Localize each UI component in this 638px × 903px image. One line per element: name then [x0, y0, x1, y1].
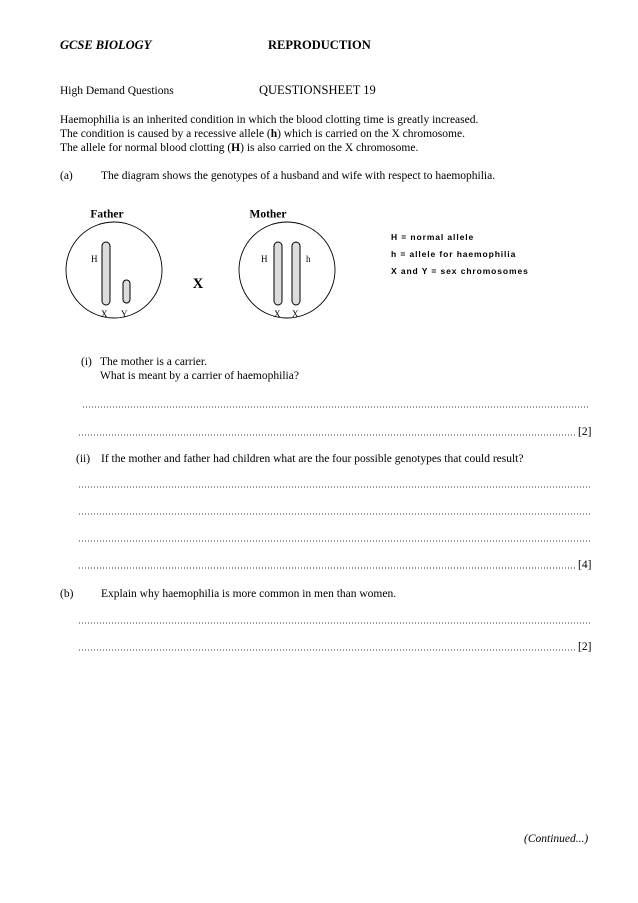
answer-line[interactable]: [78, 486, 590, 488]
father-y-chromosome: [123, 280, 130, 303]
legend-item: X and Y = sex chromosomes: [391, 266, 529, 276]
questionsheet-label: QUESTIONSHEET 19: [259, 83, 376, 97]
mother-x-label-2: X: [292, 309, 299, 319]
legend-item: h = allele for haemophilia: [391, 249, 517, 259]
question-i-line-2: What is meant by a carrier of haemophilia?: [100, 370, 299, 382]
father-x-chromosome: [102, 242, 110, 305]
question-i-line-1: The mother is a carrier.: [100, 356, 207, 368]
answer-line[interactable]: [78, 513, 590, 515]
answer-line[interactable]: [78, 540, 590, 542]
continued-note: (Continued...): [524, 833, 589, 845]
father-x-label: X: [101, 309, 108, 319]
mother-x-chromosome-1: [274, 242, 282, 305]
father-y-label: Y: [121, 309, 128, 319]
topic-title: REPRODUCTION: [268, 38, 371, 52]
question-ii-text: If the mother and father had children what are the four possible genotypes that could result?: [101, 453, 524, 465]
answer-line[interactable]: [78, 649, 575, 651]
part-a-label: (a): [60, 170, 73, 182]
answer-line[interactable]: [78, 434, 575, 436]
mother-x-chromosome-2: [292, 242, 300, 305]
answer-line[interactable]: [82, 406, 590, 408]
mother-title: Mother: [249, 208, 287, 221]
answer-line[interactable]: [78, 567, 575, 569]
marks-label: [4]: [578, 559, 592, 571]
genotype-diagram: [0, 200, 638, 330]
father-allele-label: H: [91, 254, 98, 264]
intro-line-2: The condition is caused by a recessive allele (h) which is carried on the X chromosome.: [60, 128, 465, 140]
question-ii-label: (ii): [76, 453, 91, 465]
intro-line-3: The allele for normal blood clotting (H) is also carried on the X chromosome.: [60, 142, 419, 154]
father-cell: [66, 222, 162, 318]
difficulty-label: High Demand Questions: [60, 85, 174, 97]
mother-x-label-1: X: [274, 309, 281, 319]
answer-line[interactable]: [78, 622, 590, 624]
part-b-text: Explain why haemophilia is more common in men than women.: [101, 588, 397, 600]
part-b-label: (b): [60, 588, 74, 600]
question-i-label: (i): [81, 356, 92, 368]
subject-title: GCSE BIOLOGY: [60, 38, 152, 52]
mother-allele-label-right: h: [306, 254, 311, 264]
father-title: Father: [90, 208, 124, 221]
mother-allele-label-left: H: [261, 254, 268, 264]
marks-label: [2]: [578, 641, 592, 653]
part-a-text: The diagram shows the genotypes of a husband and wife with respect to haemophilia.: [101, 170, 496, 182]
legend-item: H = normal allele: [391, 232, 475, 242]
cross-symbol: X: [192, 276, 204, 292]
marks-label: [2]: [578, 426, 592, 438]
mother-cell: [239, 222, 335, 318]
intro-line-1: Haemophilia is an inherited condition in which the blood clotting time is greatly increased.: [60, 114, 479, 126]
